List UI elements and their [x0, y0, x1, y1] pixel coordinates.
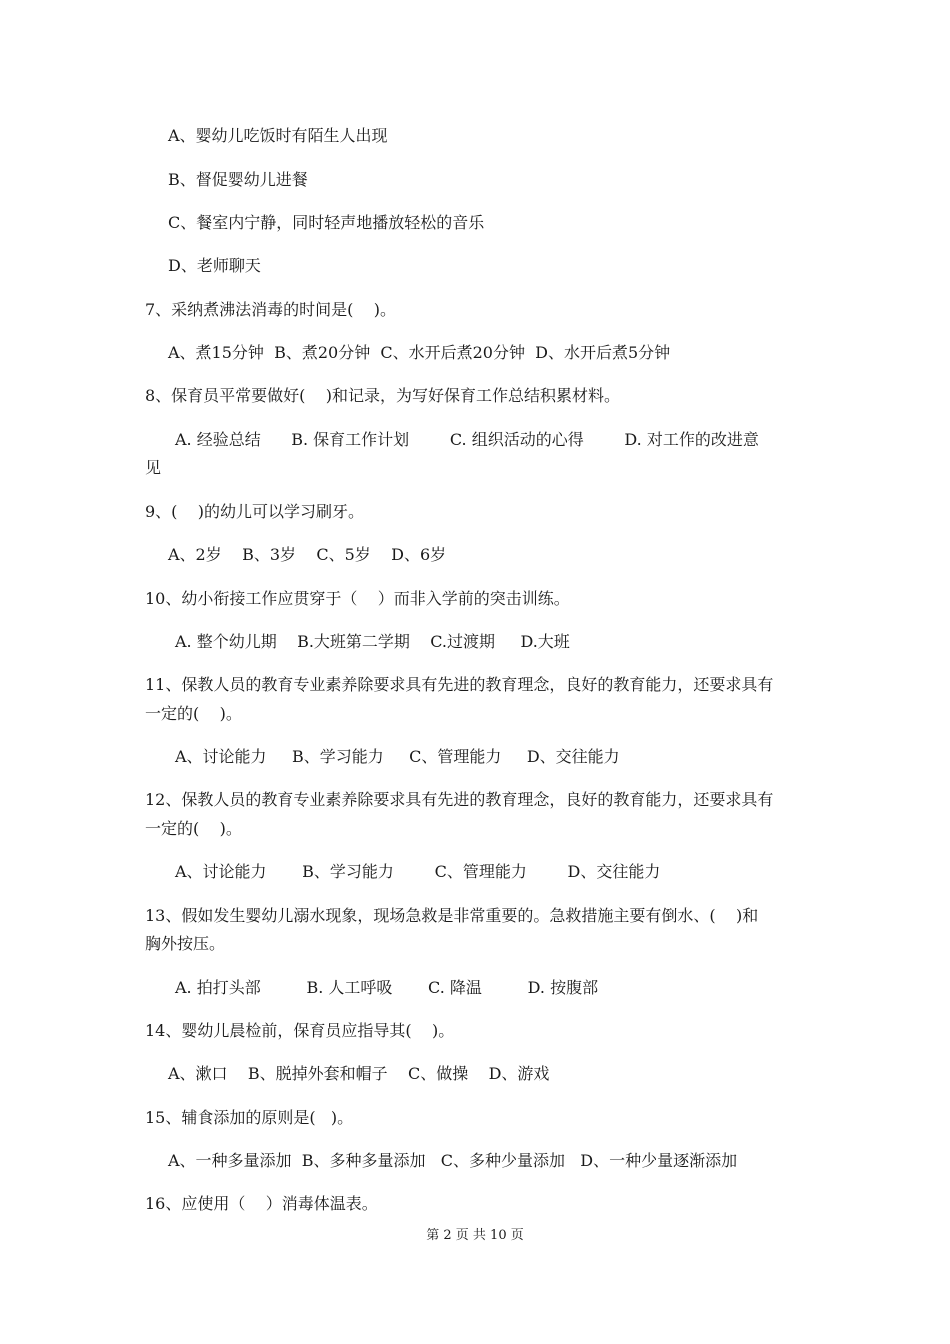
question-7-options: A、煮15分钟 B、煮20分钟 C、水开后煮20分钟 D、水开后煮5分钟 — [168, 343, 671, 362]
question-16: 16、应使用（ ）消毒体温表。 — [145, 1194, 378, 1213]
question-8: 8、保育员平常要做好( )和记录，为写好保育工作总结积累材料。 — [145, 386, 621, 405]
question-7: 7、采纳煮沸法消毒的时间是( )。 — [145, 300, 397, 319]
option-d: D、老师聊天 — [168, 256, 261, 275]
question-10: 10、幼小衔接工作应贯穿于（ ）而非入学前的突击训练。 — [145, 589, 570, 608]
question-11-wrap: 一定的( )。 — [145, 704, 242, 723]
question-12: 12、保教人员的教育专业素养除要求具有先进的教育理念，良好的教育能力，还要求具有 — [145, 790, 774, 809]
question-13: 13、假如发生婴幼儿溺水现象，现场急救是非常重要的。急救措施主要有倒水、( )和 — [145, 906, 759, 925]
option-b: B、督促婴幼儿进餐 — [168, 170, 308, 189]
option-c: C、餐室内宁静，同时轻声地播放轻松的音乐 — [168, 213, 485, 232]
question-15-options: A、一种多量添加 B、多种多量添加 C、多种少量添加 D、一种少量逐渐添加 — [168, 1151, 738, 1170]
question-14-options: A、漱口 B、脱掉外套和帽子 C、做操 D、游戏 — [168, 1064, 550, 1083]
question-9-options: A、2岁 B、3岁 C、5岁 D、6岁 — [168, 545, 447, 564]
question-9: 9、( )的幼儿可以学习刷牙。 — [145, 502, 365, 521]
question-13-wrap: 胸外按压。 — [145, 934, 226, 953]
question-13-options: A. 拍打头部 B. 人工呼吸 C. 降温 D. 按腹部 — [175, 978, 599, 997]
question-12-wrap: 一定的( )。 — [145, 819, 242, 838]
question-14: 14、婴幼儿晨检前，保育员应指导其( )。 — [145, 1021, 455, 1040]
option-a: A、婴幼儿吃饭时有陌生人出现 — [168, 126, 388, 145]
question-15: 15、辅食添加的原则是( )。 — [145, 1108, 354, 1127]
question-8-options-wrap: 见 — [145, 458, 162, 477]
question-11-options: A、讨论能力 B、学习能力 C、管理能力 D、交往能力 — [175, 747, 620, 766]
page-footer: 第 2 页 共 10 页 — [426, 1228, 524, 1243]
question-11: 11、保教人员的教育专业素养除要求具有先进的教育理念，良好的教育能力，还要求具有 — [145, 675, 774, 694]
question-10-options: A. 整个幼儿期 B.大班第二学期 C.过渡期 D.大班 — [175, 632, 570, 651]
question-8-options: A. 经验总结 B. 保育工作计划 C. 组织活动的心得 D. 对工作的改进意 — [175, 430, 759, 449]
question-12-options: A、讨论能力 B、学习能力 C、管理能力 D、交往能力 — [175, 862, 661, 881]
